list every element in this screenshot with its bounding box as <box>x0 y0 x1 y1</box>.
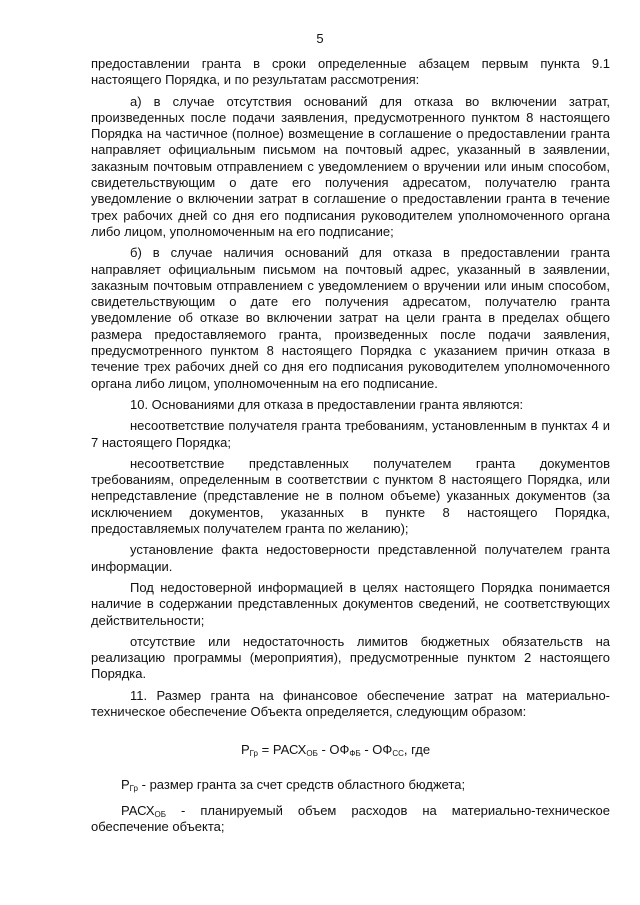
paragraph-continuation: предоставлении гранта в сроки определенные абзацем первым пункта 9.1 настоящего Порядка, и по результатам рассмотрения: <box>91 56 610 88</box>
paragraph-clause-11: 11. Размер гранта на финансовое обеспечение затрат на материально-техническое обеспечение Объекта определяется, следующим образом: <box>91 687 610 719</box>
paragraph-ground-4: отсутствие или недостаточность лимитов бюджетных обязательств на реализацию программы (мероприятия), предусмотренные пунктом 2 настоящего Порядка. <box>91 633 610 682</box>
paragraph-item-b: б) в случае наличия оснований для отказа в предоставлении гранта направляет официальным письмом на почтовый адрес, указанный в заявлении, заказным почтовым отправлением с уведомлением о вручении или иным способом, свидетельствующим о дате его получения адресатом, получателю гранта уведомление об отказе во включении затрат на цели гранта в пределах общего размера предоставляемого гранта, произведенных после подачи заявления, предусмотренного пунктом 8 настоящего Порядка с указанием причин отказа в течение трех рабочих дней со дня его подписания руководителем уполномоченного органа либо лицом, уполномоченным на его подписание. <box>91 245 610 391</box>
definition-grant-amount: $Р_{Гр}$ - размер гранта за счет средств областного бюджета; <box>121 776 466 793</box>
paragraph-clause-10: 10. Основаниями для отказа в предоставлении гранта являются: <box>130 396 524 412</box>
formula-line <box>91 742 610 758</box>
paragraph-ground-2: несоответствие представленных получателем гранта документов требованиям, определенным в соответствии с пунктом 8 настоящего Порядка, или непредставление (представление не в полном объеме) указанных документов (за исключением документов, указанных в пункте 8 настоящего Порядка, предоставляемых получателем гранта по желанию); <box>91 455 610 537</box>
paragraph-definition-false-info: Под недостоверной информацией в целях настоящего Порядка понимается наличие в содержании представленных документов сведений, не соответствующих действительности; <box>91 579 610 628</box>
grant-formula: $Р_{Гр}$ = $РАСХ_{ОБ} - ОФ_{ФБ} - ОФ_{СС}$, где <box>241 742 431 759</box>
page-number: 5 <box>316 31 324 46</box>
definition-planned-expenses: $РАСХ_{ОБ}$ - планируемый объем расходов на материально-техническое обеспечение объекта; <box>91 802 610 835</box>
paragraph-item-a: а) в случае отсутствия оснований для отказа во включении затрат, произведенных после подачи заявления, предусмотренного пунктом 8 настоящего Порядка на частичное (полное) возмещение в соглашение о предоставлении гранта направляет официальным письмом на почтовый адрес, указанный в заявлении, заказным почтовым отправлением с уведомлением о вручении или иным способом, свидетельствующим о дате его получения адресатом, получателю гранта уведомление о включении затрат в соглашение о предоставлении гранта в течение трех рабочих дней со дня его подписания руководителем уполномоченного органа либо лицом, уполномоченным на его подписание; <box>91 93 610 239</box>
document-body <box>91 56 610 835</box>
paragraph-ground-1: несоответствие получателя гранта требованиям, установленным в пунктах 4 и 7 настоящего Порядка; <box>91 418 610 450</box>
paragraph-ground-3: установление факта недостоверности представленной получателем гранта информации. <box>91 542 610 574</box>
